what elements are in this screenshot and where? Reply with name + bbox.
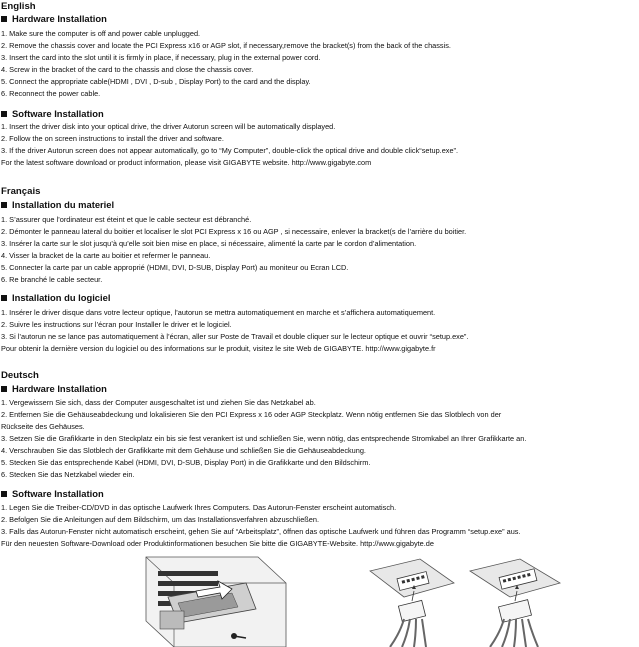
bullet-square-icon [1,111,7,117]
section-title: Hardware Installation [12,383,107,394]
step-line: 2. Befolgen Sie die Anleitungen auf dem Bildschirm, um das Installationsverfahren abzuschließen. [1,515,320,524]
lang-heading-francais: Français [1,186,41,197]
bullet-square-icon [1,386,7,392]
section-software-deutsch [1,488,104,499]
step-line: 1. S’assurer que l’ordinateur est éteint et que le cable secteur est débranché. [1,215,252,224]
section-title: Software Installation [12,108,104,119]
section-software-english [1,108,104,119]
website-line: Pour obtenir la dernière version du logiciel ou des informations sur le produit, visitez le site Web de GIGABYTE. http://www.gigabyte.fr [1,344,436,353]
step-line: 2. Entfernen Sie die Gehäuseabdeckung und lokalisieren Sie den PCI Express x 16 oder AGP Steckplatz. Wenn nötig entfernen Sie das Slotblech von der [1,410,502,419]
bullet-square-icon [1,491,7,497]
step-line: 3. Setzen Sie die Grafikkarte in den Steckplatz ein bis sie fest verankert ist und schließen Sie, wenn nötig, das entsprechende Stromkabel an Ihrer Grafikkarte an. [1,434,527,443]
step-line: 6. Reconnect the power cable. [1,89,101,98]
section-software-francais [1,292,110,303]
step-line: 1. Insérer le driver disque dans votre lecteur optique, l’autorun se mettra automatiquement en marche et s’affichera automatiquement. [1,308,436,317]
step-line: Rückseite des Gehäuses. [1,422,85,431]
section-hardware-francais [1,199,114,210]
step-line: 3. Si l’autorun ne se lance pas automatiquement à l’écran, aller sur Poste de Travail et double cliquer sur le lecteur optique et ouvrir “setup.exe”. [1,332,469,341]
step-line: 6. Stecken Sie das Netzkabel wieder ein. [1,470,135,479]
step-line: 2. Follow the on screen instructions to install the driver and software. [1,134,224,143]
section-title: Installation du logiciel [12,292,111,303]
section-hardware-deutsch [1,383,107,394]
bullet-square-icon [1,295,7,301]
website-line: For the latest software download or product information, please visit GIGABYTE website. http://www.gigabyte.com [1,158,372,167]
step-line: 4. Visser la bracket de la carte au boitier et refermer le panneau. [1,251,211,260]
section-title: Hardware Installation [12,13,107,24]
step-line: 1. Legen Sie die Treiber-CD/DVD in das optische Laufwerk Ihres Computers. Das Autorun-Fenster erscheint automatisch. [1,503,397,512]
section-title: Installation du materiel [12,199,115,210]
step-line: 2. Suivre les instructions sur l’écran pour Installer le driver et le logiciel. [1,320,232,329]
step-line: 3. Insert the card into the slot until it is firmly in place, if necessary, plug in the external power cord. [1,53,321,62]
step-line: 4. Verschrauben Sie das Slotblech der Grafikkarte mit dem Gehäuse und schließen Sie die Gehäuseabdeckung. [1,446,366,455]
lang-heading-english: English [1,1,36,12]
section-title: Software Installation [12,488,104,499]
website-line: Für den neuesten Software-Download oder Produktinformationen besuchen Sie bitte die GIGABYTE-Website. http://www.gigabyte.de [1,539,434,548]
step-line: 4. Screw in the bracket of the card to the chassis and close the chassis cover. [1,65,254,74]
step-line: 1. Make sure the computer is off and power cable unplugged. [1,29,201,38]
power-connector-illustration [350,553,570,647]
bullet-square-icon [1,202,7,208]
lang-heading-deutsch: Deutsch [1,370,39,381]
card-into-chassis-illustration [138,553,288,647]
step-line: 1. Insert the driver disk into your optical drive, the driver Autorun screen will be automatically displayed. [1,122,336,131]
step-line: 5. Connect the appropriate cable(HDMI , DVI , D-sub , Display Port) to the card and the display. [1,77,311,86]
step-line: 3. Insérer la carte sur le slot jusqu’à qu’elle soit bien mise en place, si nécessaire, alimenté la carte par le cordon d’alimentation. [1,239,417,248]
step-line: 3. Falls das Autorun-Fenster nicht automatisch erscheint, gehen Sie auf “Arbeitsplatz”, öffnen das optische Laufwerk und führen das Programm “setup.exe” aus. [1,527,521,536]
step-line: 2. Démonter le panneau lateral du boitier et localiser le slot PCI Express x 16 ou AGP , si necessaire, enlever la bracket(s de l’arrière du boitier. [1,227,467,236]
step-line: 2. Remove the chassis cover and locate the PCI Express x16 or AGP slot, if necessary,remove the bracket(s) from the back of the chassis. [1,41,451,50]
step-line: 1. Vergewissern Sie sich, dass der Computer ausgeschaltet ist und ziehen Sie das Netzkabel ab. [1,398,316,407]
step-line: 3. If the driver Autorun screen does not appear automatically, go to “My Computer”, double-click the optical drive and double click“setup.exe”. [1,146,459,155]
section-hardware-english [1,13,107,24]
step-line: 6. Re branché le cable secteur. [1,275,103,284]
bullet-square-icon [1,16,7,22]
step-line: 5. Connecter la carte par un cable approprié (HDMI, DVI, D-SUB, Display Port) au moniteur ou Ecran LCD. [1,263,349,272]
step-line: 5. Stecken Sie das entsprechende Kabel (HDMI, DVI, D-SUB, Display Port) in die Grafikkarte und den Bildschirm. [1,458,371,467]
